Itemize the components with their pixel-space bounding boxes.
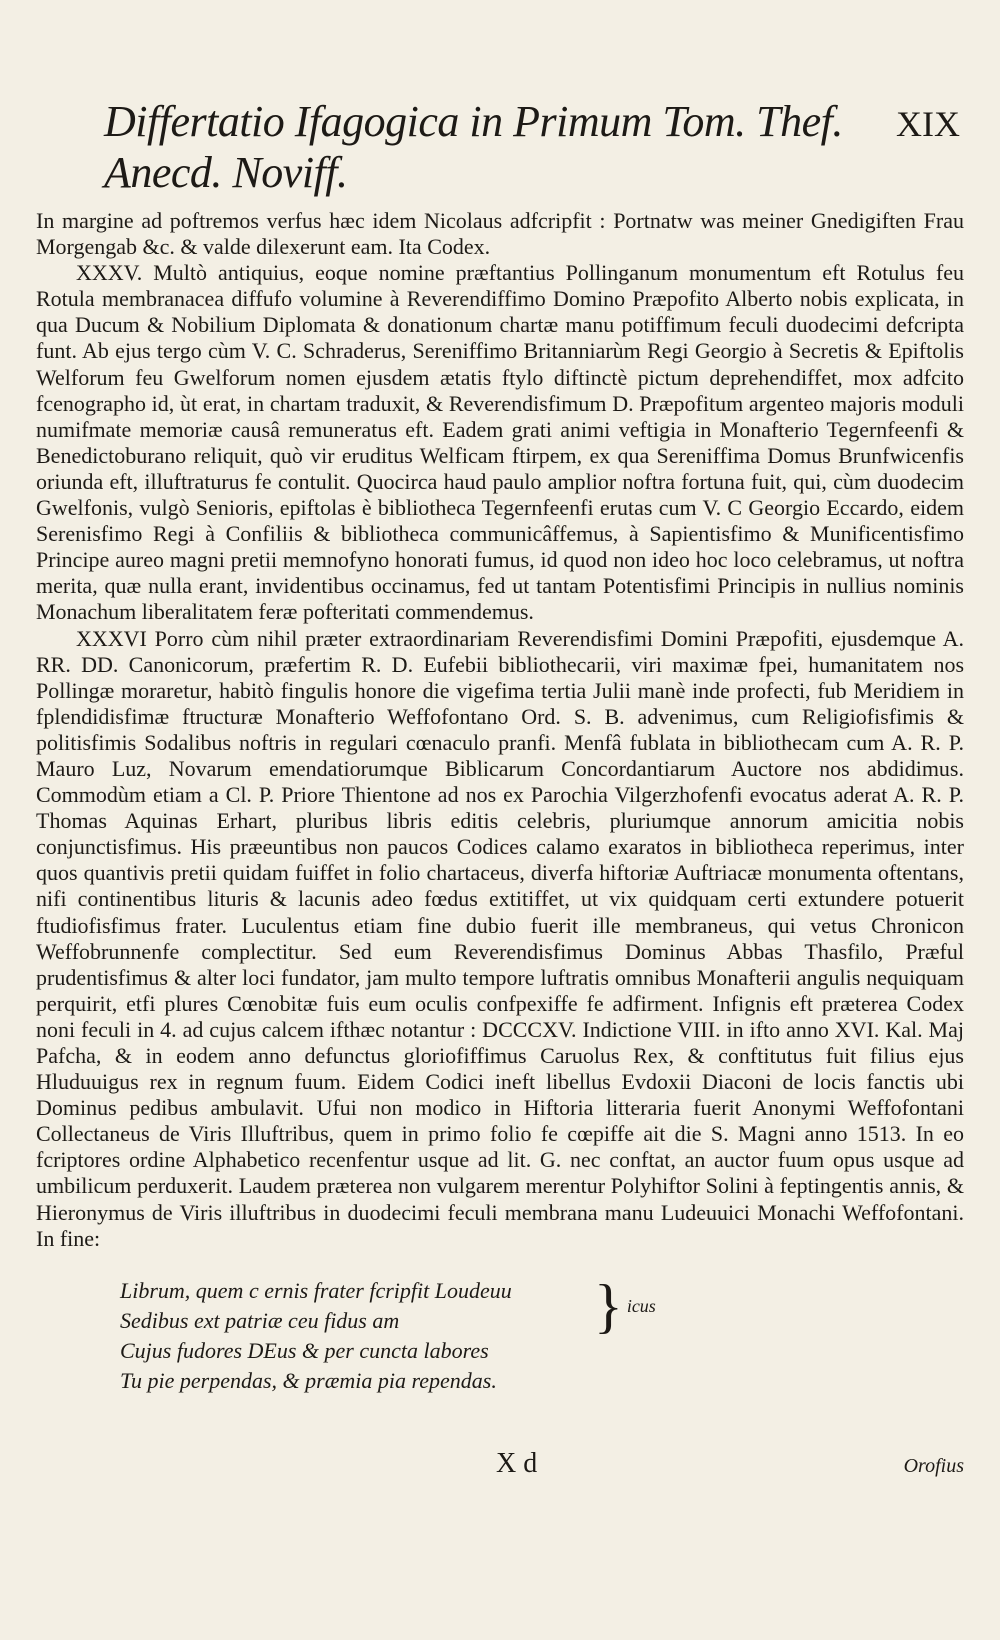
catchword: Orofius [903,1455,964,1477]
verse-line-1b: frater fcripfit Loudeuu [313,1277,512,1303]
verse-line-3: Cujus fudores DEus & per cuncta labores [120,1337,489,1363]
paragraph-xxxvi: XXXVI Porro cùm nihil præter extraordinariam Reverendisfimi Domini Præpofiti, ejusdemque A. RR. DD. Canonicorum, præfertim R. D. Eufebii bibliothecarii, viri maximæ fpei, humanitatem nos Pollingæ moraretur, habitò fingulis honore die vigefima tertia Julii manè inde profecti, fub Meridiem in fplendidisfimæ ftructuræ Monafterio Weffofontano Ord. S. B. advenimus, cum Religiofisfimis & politisfimis Sodalibus noftris in regulari cœnaculo pranfi. Menfâ fublata in bibliothecam cum A. R. P. Mauro Luz, Novarum emendatiorumque Biblicarum Concordantiarum Auctore nos abdidimus. Commodùm etiam a Cl. P. Priore Thientone ad nos ex Parochia Vilgerzhofenfi evocatus aderat A. R. P. Thomas Aquinas Erhart, pluribus libris editis celebris, pluriumque annorum amicitia nobis conjunctisfimus. His præeuntibus non paucos Codices calamo exaratos in bibliotheca reperimus, inter quos quantivis pretii quidam fuiffet in folio chartaceus, diverfa hiftoriæ Auftriacæ monumenta oftentans, nifi continentibus lituris & lacunis adeo fœdus extitiffet, ut vix quidquam certi extundere potuerit ftudiofisfimus frater. Luculentus etiam fine dubio fuerit ille membraneus, qui vetus Chronicon Weffobrunnenfe complectitur. Sed eum Reverendisfimus Dominus Abbas Thasfilo, Præful prudentisfimus & alter loci fundator, jam multo tempore luftratis omnibus Monafterii angulis nequiquam perquirit, etfi plures Cœnobitæ fuis eum oculis confpexiffe fe adfirment. Infignis eft præterea Codex noni feculi in 4. ad cujus calcem ifthæc notantur : DCCCXV. Indictione VIII. in ifto anno XVI. Kal. Maj Pafcha, & in eodem anno defunctus gloriofiffimus Caruolus Rex, & conftitutus fuit filius ejus Hluduuigus rex in regnum fuum. Eidem Codici ineft libellus Evdoxii Diaconi de locis fanctis ubi Dominus pedibus ambulavit. Ufui non modico in Hiftoria litteraria fuerit Anonymi Weffofontani Collectaneus de Viris Illuftribus, quem in primo folio fe cœpiffe ait die S. Magni anno 1513. In eo fcriptores ordine Alphabetico recenfentur usque ad lit. G. nec conftat, an auctor fuum opus usque ad umbilicum perduxerit. Laudem præterea non vulgarem merentur Polyhiftor Solini à feptingentis annis, & Hieronymus de Viris illuftribus in duodecimi feculi membrana manu Ludeuuici Monachi Weffofontani. In fine: [36,625,964,1251]
signature-mark: X d [496,1448,538,1479]
running-head [36,96,964,198]
verse-left-column [120,1276,590,1336]
verse-line-2a: Sedibus ext [120,1307,220,1333]
verse-line-2b: patriæ ceu fidus am [225,1307,400,1333]
verse-bracketed [120,1272,964,1339]
paragraph-intro: In margine ad poftremos verfus hæc idem Nicolaus adfcripfit : Portnatw was meiner Gnedigiften Frau Morgengab &c. & valde dilexerunt eam. Ita Codex. [36,208,964,260]
page-number: XIX [896,104,960,144]
right-brace-icon: } [594,1272,623,1339]
paragraph-xxxv: XXXV. Multò antiquius, eoque nomine præftantius Pollinganum monumentum eft Rotulus feu Rotula membranacea diffufo volumine à Reverendiffimo Domino Præpofito Alberto nobis explicata, in qua Ducum & Nobilium Diplomata & donationum chartæ manu potiffimum feculi duodecimi defcripta funt. Ab ejus tergo cùm V. C. Schraderus, Sereniffimo Britanniarùm Regi Georgio à Secretis & Epiftolis Welforum feu Gwelforum nomen ejusdem ætatis ftylo diftinctè pictum deprehendiffet, mox adfcito fcenographo id, ùt erat, in chartam traduxit, & Reverendisfimum D. Præpofitum argenteo majoris moduli numifmate memoriæ causâ remuneratus eft. Eadem grati animi veftigia in Monafterio Tegernfeenfi & Benedictoburano reliquit, quò vir eruditus Welficam ftirpem, ex qua Sereniffima Domus Brunfwicenfis oriunda eft, illuftraturus fe contulit. Quocirca haud paulo amplior noftra fortuna fuit, qui, cùm duodecim Gwelfonis, vulgò Senioris, epiftolas è bibliotheca Tegernfeenfi erutas cum V. C Georgio Eccardo, eidem Serenisfimo Regi à Confiliis & bibliotheca communicâffemus, à Sapientisfimo & Munificentisfimo Principe aureo magni pretii memnofyno honorati fumus, id quod non ideo hoc loco celebramus, ut noftra merita, quæ nulla erant, invidentibus occinamus, fed ut tantam Potentisfimi Principis in nullius nominis Monachum liberalitatem feræ pofteritati commendemus. [36,260,964,625]
verse-brace-right: icus [626,1295,656,1316]
body-text [36,208,964,1252]
colophon-verse [120,1272,964,1396]
running-title: Differtatio Ifagogica in Primum Tom. Thef. Anecd. Noviff. [104,97,843,197]
verse-line-4: Tu pie perpendas, & præmia pia rependas. [120,1367,497,1393]
verse-line-1 [120,1276,590,1306]
verse-line-1a: Librum, quem c [120,1277,259,1303]
verse-line-2 [120,1306,590,1336]
page-footer [36,1448,964,1480]
verse-brace-middle: ernis [264,1277,309,1303]
